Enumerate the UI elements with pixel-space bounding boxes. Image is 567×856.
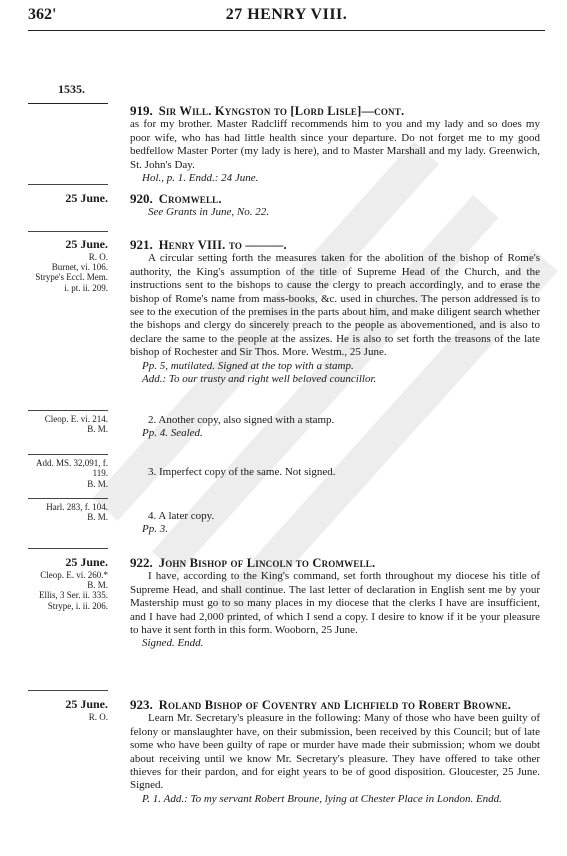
source-ref: B. M.	[87, 478, 108, 489]
year-rule	[28, 103, 108, 104]
source-ref: Add. MS. 32,091, f. 119.	[35, 458, 108, 479]
separator	[28, 231, 108, 232]
source-ref: R. O.	[88, 711, 108, 722]
entry-text: Learn Mr. Secretary's pleasure in the following: Many of those who have been guilty of felony or manslaughter have, on their submission, been received by this Council; but of late some who have been guilty of rape or murder have made their submission; whom we doubt about receiving until we know Mr. Secretary's pleasure. They have offered to take other thieves for their pardon, and for eight years to be of good disposition. Gloucester, 25 June. Signed.	[130, 712, 540, 792]
entry-919	[130, 104, 540, 185]
margin-923	[30, 698, 108, 722]
entry-date: 25 June.	[65, 555, 108, 569]
entry-date: 25 June.	[65, 697, 108, 711]
entry-number: 919.	[130, 103, 153, 118]
entry-923	[130, 698, 540, 806]
entry-title: Sir Will. Kyngston to [Lord Lisle]—cont.	[158, 104, 405, 118]
source-ref: Strype's Eccl. Mem. i. pt. ii. 209.	[35, 272, 108, 293]
copy-4	[130, 510, 540, 537]
page-number: 362'	[28, 6, 57, 23]
separator	[28, 184, 108, 185]
entry-920	[130, 192, 540, 220]
separator	[28, 410, 108, 411]
entry-meta: Pp. 5, mutilated. Signed at the top with a stamp.	[142, 359, 354, 372]
entry-meta: Hol., p. 1. Endd.: 24 June.	[142, 172, 259, 185]
header-rule	[28, 30, 545, 31]
entry-text: as for my brother. Master Radcliff recommends him to you and my lady and so does my poor wife, who has had little health since your departure. Do not forget me to my good bedfellow Master Porter (my lady is here), and to Master Marshall and my lady. Greenwich, St. John's Day.	[130, 118, 540, 171]
entry-meta: P. 1. Add.: To my servant Robert Broune, lying at Chester Place in London. Endd.	[142, 792, 502, 805]
entry-meta: Add.: To our trusty and right well beloved councillor.	[142, 373, 377, 386]
entry-title: Roland Bishop of Coventry and Lichfield to Robert Browne.	[158, 698, 512, 712]
entry-date: 25 June.	[65, 237, 108, 251]
source-ref: R. O.	[88, 251, 108, 262]
separator	[28, 498, 108, 499]
separator	[28, 454, 108, 455]
separator	[28, 548, 108, 549]
copy-meta: Pp. 4. Sealed.	[142, 427, 203, 440]
copy-3	[130, 466, 540, 479]
margin-922	[30, 556, 108, 611]
copy-meta: Pp. 3.	[142, 523, 168, 536]
source-ref: Harl. 283, f. 104.	[46, 502, 108, 512]
copy-text: 4. A later copy.	[148, 510, 215, 522]
entry-number: 920.	[130, 191, 153, 206]
source-ref: Ellis, 3 Ser. ii. 335.	[38, 590, 108, 601]
entry-meta: Signed. Endd.	[142, 637, 204, 650]
entry-title: Cromwell.	[158, 192, 222, 206]
entry-text: See Grants in June, No. 22.	[148, 206, 269, 219]
separator	[28, 690, 108, 691]
year-label: 1535.	[58, 82, 85, 96]
entry-title: John Bishop of Lincoln to Cromwell.	[158, 556, 376, 570]
source-ref: Strype, i. ii. 206.	[47, 600, 108, 611]
entry-date: 25 June.	[65, 191, 108, 205]
entry-text: A circular setting forth the measures taken for the abolition of the bishop of Rome's authority, the King's assumption of the title of Supreme Head of the Church, and the instructions sent to the bishops to cause the clergy to preach accordingly, and to erase the bishop of Rome's name from mass-books, &c. used in churches. The person addressed is to see to the execution of the premises in the parts about him, and make diligent search whether the bishops and clergy do sincerely preach to the people as abovementioned, and is also to declare the same to the people at the assizes. He is also to set forth the treasons of the late bishop of Rochester and Sir Thos. More. Westm., 25 June.	[130, 252, 540, 359]
source-ref: B. M.	[87, 424, 108, 435]
running-head: 27 HENRY VIII.	[225, 6, 348, 23]
margin-copy-4	[30, 502, 108, 523]
margin-copy-3	[30, 458, 108, 489]
page-header	[28, 6, 545, 32]
entry-number: 923.	[130, 697, 153, 712]
copy-text: 2. Another copy, also signed with a stamp.	[148, 414, 335, 426]
source-ref: Cleop. E. vi. 214.	[44, 414, 108, 424]
source-ref: B. M.	[87, 512, 108, 523]
margin-920	[30, 192, 108, 206]
entry-title: Henry VIII. to ———.	[158, 238, 287, 252]
source-ref: Cleop. E. vi. 260.*	[40, 569, 108, 580]
entry-921	[130, 238, 540, 386]
copy-2	[130, 414, 540, 441]
margin-921	[30, 238, 108, 293]
source-ref: Burnet, vi. 106.	[51, 262, 108, 273]
entry-number: 922.	[130, 555, 153, 570]
entry-922	[130, 556, 540, 651]
source-ref: B. M.	[87, 580, 108, 591]
margin-copy-2	[30, 414, 108, 435]
entry-text: I have, according to the King's command, set forth throughout my diocese his title of Supreme Head, and shall continue. The last letter of declaration in English sent me by your Mastership must go to so many places in my diocese that the clerks I have are insufficient, and I have had 2,000 printed, of which I send a copy. I desire to know if it be your pleasure to have it sent forth in this form. Wooborn, 25 June.	[130, 570, 540, 637]
entry-number: 921.	[130, 237, 153, 252]
copy-text: 3. Imperfect copy of the same. Not signed.	[148, 466, 336, 478]
